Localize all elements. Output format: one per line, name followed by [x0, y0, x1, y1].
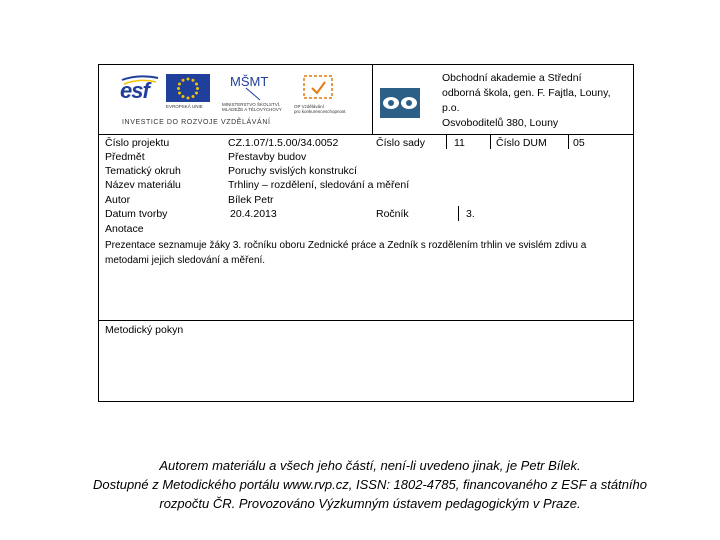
op-caption-2: pro konkurenceschopnost [294, 109, 346, 114]
dum-value: 05 [573, 137, 585, 149]
project-label: Číslo projektu [105, 137, 170, 149]
topic-label: Tematický okruh [105, 165, 181, 177]
project-value: CZ.1.07/1.5.00/34.0052 [228, 137, 339, 149]
header-vertical-divider [372, 64, 373, 134]
school-logo-icon [378, 86, 422, 120]
subject-value: Přestavby budov [228, 151, 307, 163]
msmt-caption-1: MINISTERSTVO ŠKOLSTVÍ, [222, 102, 281, 107]
msmt-caption-2: MLÁDEŽE A TĚLOVÝCHOVY [222, 107, 282, 112]
footer-line-3: rozpočtu ČR. Provozováno Výzkumným ústavem pedagogickým v Praze. [159, 496, 581, 511]
school-name [442, 71, 628, 131]
school-eyes-icon [378, 86, 422, 120]
author-label: Autor [105, 194, 131, 206]
material-label: Název materiálu [105, 179, 181, 191]
date-value: 20.4.2013 [230, 208, 277, 220]
school-line-1: Obchodní akademie a Střední [442, 72, 582, 84]
dum-label-divider [490, 134, 491, 149]
author-value: Bílek Petr [228, 194, 274, 206]
footer-credits [50, 456, 690, 513]
eu-flag-icon [166, 74, 210, 102]
eu-stars-icon [166, 74, 210, 102]
eu-caption: EVROPSKÁ UNIE [166, 104, 203, 109]
logo-slogan: INVESTICE DO ROZVOJE VZDĚLÁVÁNÍ [122, 119, 271, 126]
year-value: 3. [466, 208, 475, 220]
year-label: Ročník [376, 208, 409, 220]
op-caption-1: OP Vzdělávání [294, 104, 324, 109]
annotation-label: Anotace [105, 223, 144, 235]
topic-value: Poruchy svislých konstrukcí [228, 165, 357, 177]
year-value-divider [458, 206, 459, 221]
annotation-text: Prezentace seznamuje žáky 3. ročníku oboru Zednické práce a Zedník s rozdělením trhlin ve svislém zdivu a metodami jejich sledování a měření. [105, 240, 587, 266]
school-line-3: p.o. [442, 102, 460, 114]
set-value-divider [446, 134, 447, 149]
dum-label: Číslo DUM [496, 137, 547, 149]
date-label: Datum tvorby [105, 208, 168, 220]
msmt-mark-icon [228, 72, 272, 102]
esf-logo-text: esf [120, 78, 149, 103]
op-vk-mark-icon [298, 72, 338, 102]
msmt-logo-text: MŠMT [230, 74, 269, 89]
school-line-2: odborná škola, gen. F. Fajtla, Louny, [442, 87, 611, 99]
header-divider [98, 134, 634, 135]
footer-line-1: Autorem materiálu a všech jeho částí, není-li uvedeno jinak, je Petr Bílek. [159, 458, 581, 473]
method-label: Metodický pokyn [105, 324, 184, 336]
set-value: 11 [454, 137, 465, 149]
set-label: Číslo sady [376, 137, 426, 149]
project-logos [118, 70, 368, 130]
footer-line-2: Dostupné z Metodického portálu www.rvp.cz, ISSN: 1802-4785, financovaného z ESF a státního [92, 477, 648, 492]
school-line-4: Osvoboditelů 380, Louny [442, 117, 559, 129]
material-value: Trhliny – rozdělení, sledování a měření [228, 179, 410, 191]
dum-value-divider [568, 134, 569, 149]
subject-label: Předmět [105, 151, 145, 163]
method-divider [98, 320, 634, 321]
